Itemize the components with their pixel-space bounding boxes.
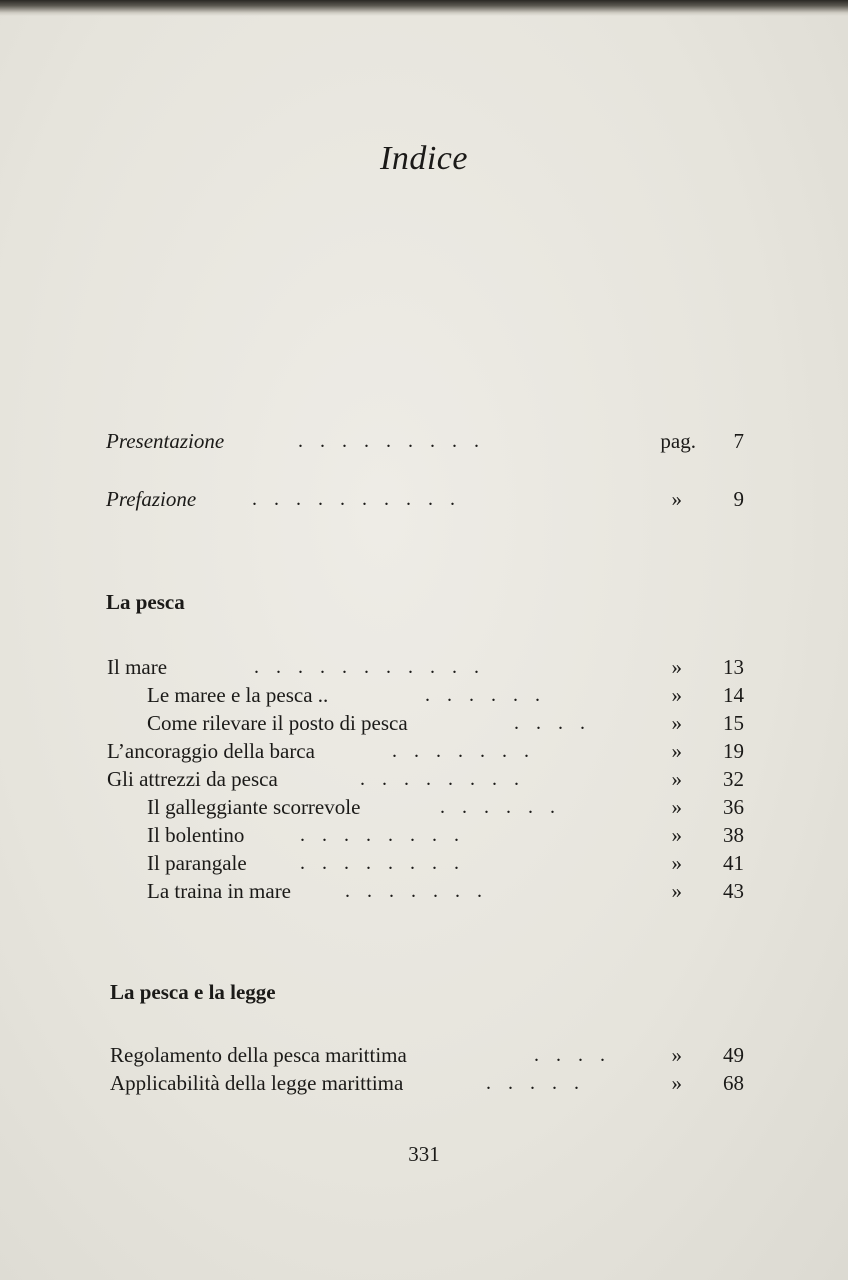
toc-page-number: 36 [723,795,744,819]
page-top-edge [0,0,848,16]
toc-entry [0,848,848,878]
toc-leader-dots: . . . . . . . . . . [252,488,461,510]
page-number-folio: 331 [408,1142,440,1166]
toc-page-number: 38 [723,823,744,847]
toc-entry-label: Il parangale [147,851,247,875]
toc-entry-label: Gli attrezzi da pesca [107,767,278,791]
toc-entry-label: Il mare [107,655,168,679]
toc-leader-dots: . . . . . . . . [300,852,465,874]
toc-page-number: 14 [723,683,744,707]
toc-page-prefix: » [671,823,682,847]
toc-entry [0,736,848,766]
toc-page-number: 7 [733,429,744,453]
toc-page-prefix: » [671,1071,682,1095]
toc-entry-label: Come rilevare il posto di pesca [147,711,408,735]
toc-entry-label: Regolamento della pesca marittima [110,1043,407,1067]
toc-page-prefix: » [671,655,682,679]
toc-page-number: 32 [723,767,744,791]
toc-page-number: 15 [723,711,744,735]
toc-page-prefix: » [671,767,682,791]
toc-entry [0,792,848,822]
toc-leader-dots: . . . . . . . . [360,768,525,790]
toc-leader-dots: . . . . . . . [345,880,488,902]
toc-page-prefix: » [671,487,682,511]
toc-entry [0,1040,848,1070]
toc-entry [0,708,848,738]
toc-leader-dots: . . . . . . [440,796,561,818]
toc-leader-dots: . . . . [534,1044,611,1066]
page-title: Indice [380,140,468,177]
toc-page-prefix: » [671,1043,682,1067]
section-heading: La pesca e la legge [110,980,276,1004]
toc-entry [0,426,848,456]
toc-entry [0,680,848,710]
toc-entry [0,876,848,906]
toc-entry-label: Presentazione [106,429,225,453]
toc-page-number: 13 [723,655,744,679]
toc-page-prefix: » [671,683,682,707]
toc-page-number: 43 [723,879,744,903]
toc-leader-dots: . . . . [514,712,591,734]
section-heading: La pesca [106,590,185,614]
toc-page-prefix: » [671,851,682,875]
toc-leader-dots: . . . . . . . . . . . [254,656,485,678]
toc-page-number: 9 [733,487,744,511]
toc-leader-dots: . . . . . . . [392,740,535,762]
toc-page-prefix: » [671,711,682,735]
toc-page-prefix: pag. [660,429,696,453]
toc-leader-dots: . . . . . . [425,684,546,706]
toc-entry [0,764,848,794]
toc-page-number: 68 [723,1071,744,1095]
toc-entry-label: Il galleggiante scorrevole [147,795,361,819]
toc-leader-dots: . . . . . . . . [300,824,465,846]
toc-page-prefix: » [671,879,682,903]
toc-page-number: 49 [723,1043,744,1067]
toc-page-number: 19 [723,739,744,763]
toc-entry-label: Applicabilità della legge marittima [110,1071,404,1095]
toc-page-prefix: » [671,795,682,819]
toc-page-number: 41 [723,851,744,875]
toc-entry [0,820,848,850]
toc-entry [0,652,848,682]
toc-entry [0,1068,848,1098]
toc-entry-label: Il bolentino [147,823,245,847]
toc-page-prefix: » [671,739,682,763]
toc-entry-label: Le maree e la pesca .. [147,683,329,707]
toc-entry [0,484,848,514]
toc-entry-label: L’ancoraggio della barca [107,739,315,763]
toc-entry-label: La traina in mare [147,879,292,903]
toc-leader-dots: . . . . . . . . . [298,430,485,452]
toc-entry-label: Prefazione [106,487,197,511]
toc-leader-dots: . . . . . [486,1072,585,1094]
